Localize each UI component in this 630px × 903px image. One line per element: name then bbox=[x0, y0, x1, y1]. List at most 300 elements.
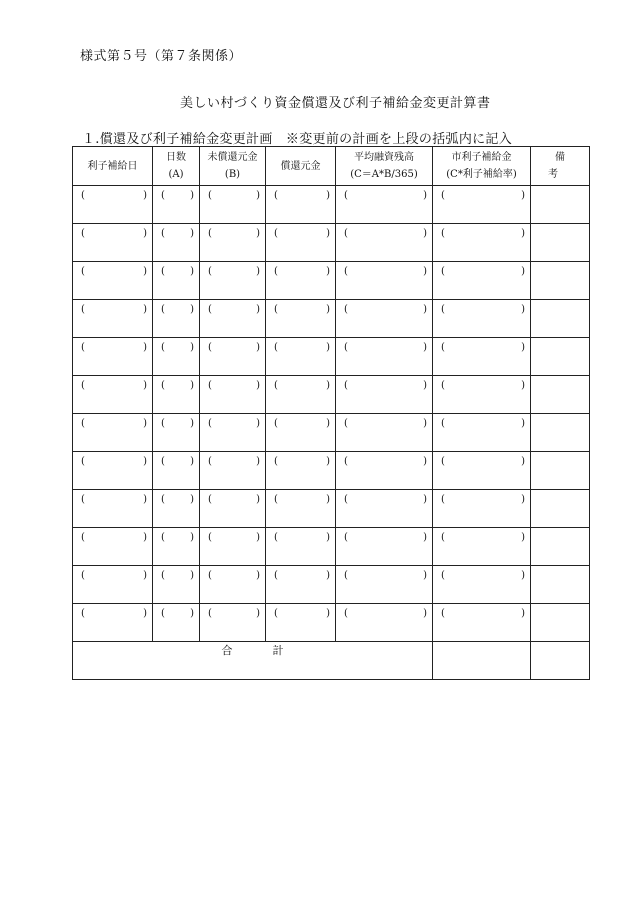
paren-open: ( bbox=[274, 532, 278, 543]
remarks-cell[interactable] bbox=[531, 452, 590, 490]
previous-value-parentheses bbox=[153, 604, 199, 620]
days-cell[interactable] bbox=[153, 262, 200, 300]
paren-open: ( bbox=[81, 228, 85, 239]
header-average-balance-sub: (C＝A*B/365) bbox=[350, 169, 418, 180]
repaid-principal-cell[interactable] bbox=[266, 300, 336, 338]
paren-open: ( bbox=[344, 228, 348, 239]
table-row bbox=[73, 262, 590, 300]
previous-value-parentheses bbox=[433, 300, 530, 316]
previous-value-parentheses bbox=[153, 452, 199, 468]
paren-close: ) bbox=[190, 418, 194, 429]
paren-open: ( bbox=[81, 266, 85, 277]
average-balance-cell[interactable] bbox=[336, 528, 433, 566]
city-subsidy-cell[interactable] bbox=[433, 604, 531, 642]
previous-value-parentheses bbox=[73, 490, 152, 506]
previous-value-parentheses bbox=[433, 452, 530, 468]
paren-open: ( bbox=[441, 190, 445, 201]
paren-open: ( bbox=[161, 190, 165, 201]
paren-open: ( bbox=[274, 228, 278, 239]
paren-close: ) bbox=[521, 266, 525, 277]
header-days bbox=[153, 147, 200, 186]
repaid-principal-cell[interactable] bbox=[266, 186, 336, 224]
paren-open: ( bbox=[208, 532, 212, 543]
paren-close: ) bbox=[256, 228, 260, 239]
interest-date-cell[interactable] bbox=[73, 490, 153, 528]
paren-close: ) bbox=[256, 494, 260, 505]
table-row bbox=[73, 224, 590, 262]
interest-date-cell[interactable] bbox=[73, 262, 153, 300]
previous-value-parentheses bbox=[336, 528, 432, 544]
previous-value-parentheses bbox=[200, 604, 265, 620]
previous-value-parentheses bbox=[200, 262, 265, 278]
days-cell[interactable] bbox=[153, 376, 200, 414]
unpaid-principal-cell[interactable] bbox=[200, 490, 266, 528]
header-repaid-label: 償還元金 bbox=[280, 160, 321, 172]
total-label-cell bbox=[73, 642, 433, 680]
paren-open: ( bbox=[344, 532, 348, 543]
previous-value-parentheses bbox=[266, 224, 335, 240]
previous-value-parentheses bbox=[266, 376, 335, 392]
paren-close: ) bbox=[326, 190, 330, 201]
paren-close: ) bbox=[326, 532, 330, 543]
paren-close: ) bbox=[143, 304, 147, 315]
previous-value-parentheses bbox=[200, 224, 265, 240]
table-row bbox=[73, 300, 590, 338]
previous-value-parentheses bbox=[336, 224, 432, 240]
remarks-cell[interactable] bbox=[531, 224, 590, 262]
repaid-principal-cell[interactable] bbox=[266, 338, 336, 376]
paren-close: ) bbox=[190, 190, 194, 201]
previous-value-parentheses bbox=[266, 452, 335, 468]
city-subsidy-cell[interactable] bbox=[433, 490, 531, 528]
days-cell[interactable] bbox=[153, 414, 200, 452]
days-cell[interactable] bbox=[153, 528, 200, 566]
paren-close: ) bbox=[521, 608, 525, 619]
interest-date-cell[interactable] bbox=[73, 528, 153, 566]
paren-close: ) bbox=[256, 570, 260, 581]
unpaid-principal-cell[interactable] bbox=[200, 300, 266, 338]
header-city-subsidy bbox=[433, 147, 531, 186]
paren-open: ( bbox=[441, 304, 445, 315]
paren-close: ) bbox=[423, 608, 427, 619]
paren-open: ( bbox=[81, 190, 85, 201]
total-label: 合計 bbox=[221, 644, 324, 657]
unpaid-principal-cell[interactable] bbox=[200, 528, 266, 566]
paren-open: ( bbox=[344, 608, 348, 619]
days-cell[interactable] bbox=[153, 186, 200, 224]
paren-close: ) bbox=[143, 228, 147, 239]
previous-value-parentheses bbox=[73, 452, 152, 468]
previous-value-parentheses bbox=[433, 338, 530, 354]
total-remarks-cell[interactable] bbox=[531, 642, 590, 680]
section-heading: １.償還及び利子補給金変更計画 ※変更前の計画を上段の括弧内に記入 bbox=[82, 132, 513, 147]
paren-close: ) bbox=[326, 304, 330, 315]
paren-close: ) bbox=[190, 570, 194, 581]
paren-close: ) bbox=[521, 570, 525, 581]
previous-value-parentheses bbox=[200, 186, 265, 202]
table-row bbox=[73, 604, 590, 642]
remarks-cell[interactable] bbox=[531, 528, 590, 566]
previous-value-parentheses bbox=[336, 414, 432, 430]
paren-close: ) bbox=[256, 532, 260, 543]
paren-open: ( bbox=[208, 570, 212, 581]
previous-value-parentheses bbox=[266, 300, 335, 316]
remarks-cell[interactable] bbox=[531, 604, 590, 642]
paren-open: ( bbox=[274, 418, 278, 429]
repaid-principal-cell[interactable] bbox=[266, 490, 336, 528]
previous-value-parentheses bbox=[73, 224, 152, 240]
paren-open: ( bbox=[81, 418, 85, 429]
repaid-principal-cell[interactable] bbox=[266, 376, 336, 414]
paren-close: ) bbox=[521, 228, 525, 239]
paren-close: ) bbox=[423, 532, 427, 543]
paren-close: ) bbox=[143, 456, 147, 467]
paren-open: ( bbox=[344, 304, 348, 315]
previous-value-parentheses bbox=[266, 262, 335, 278]
previous-value-parentheses bbox=[73, 262, 152, 278]
header-repaid-principal bbox=[266, 147, 336, 186]
repaid-principal-cell[interactable] bbox=[266, 528, 336, 566]
remarks-cell[interactable] bbox=[531, 490, 590, 528]
city-subsidy-cell[interactable] bbox=[433, 224, 531, 262]
paren-open: ( bbox=[344, 266, 348, 277]
paren-close: ) bbox=[326, 608, 330, 619]
paren-open: ( bbox=[344, 570, 348, 581]
paren-open: ( bbox=[81, 380, 85, 391]
unpaid-principal-cell[interactable] bbox=[200, 224, 266, 262]
remarks-cell[interactable] bbox=[531, 414, 590, 452]
repayment-plan-table bbox=[72, 146, 590, 680]
paren-close: ) bbox=[190, 380, 194, 391]
previous-value-parentheses bbox=[153, 186, 199, 202]
header-unpaid-label: 未償還元金 bbox=[207, 152, 258, 163]
paren-close: ) bbox=[190, 304, 194, 315]
average-balance-cell[interactable] bbox=[336, 566, 433, 604]
previous-value-parentheses bbox=[153, 262, 199, 278]
paren-close: ) bbox=[256, 418, 260, 429]
unpaid-principal-cell[interactable] bbox=[200, 452, 266, 490]
average-balance-cell[interactable] bbox=[336, 338, 433, 376]
paren-close: ) bbox=[256, 456, 260, 467]
repaid-principal-cell[interactable] bbox=[266, 224, 336, 262]
paren-open: ( bbox=[81, 608, 85, 619]
total-row bbox=[73, 642, 590, 680]
previous-value-parentheses bbox=[266, 338, 335, 354]
previous-value-parentheses bbox=[336, 604, 432, 620]
paren-close: ) bbox=[143, 342, 147, 353]
repaid-principal-cell[interactable] bbox=[266, 566, 336, 604]
remarks-cell[interactable] bbox=[531, 300, 590, 338]
city-subsidy-cell[interactable] bbox=[433, 376, 531, 414]
paren-open: ( bbox=[441, 418, 445, 429]
previous-value-parentheses bbox=[153, 490, 199, 506]
days-cell[interactable] bbox=[153, 490, 200, 528]
paren-close: ) bbox=[256, 342, 260, 353]
paren-open: ( bbox=[161, 380, 165, 391]
header-days-label: 日数 bbox=[166, 152, 186, 163]
paren-open: ( bbox=[81, 494, 85, 505]
previous-value-parentheses bbox=[153, 528, 199, 544]
previous-value-parentheses bbox=[433, 414, 530, 430]
previous-value-parentheses bbox=[153, 414, 199, 430]
interest-date-cell[interactable] bbox=[73, 338, 153, 376]
paren-open: ( bbox=[161, 456, 165, 467]
city-subsidy-cell[interactable] bbox=[433, 262, 531, 300]
previous-value-parentheses bbox=[200, 338, 265, 354]
previous-value-parentheses bbox=[200, 528, 265, 544]
paren-open: ( bbox=[161, 228, 165, 239]
paren-open: ( bbox=[161, 266, 165, 277]
interest-date-cell[interactable] bbox=[73, 566, 153, 604]
header-row bbox=[73, 147, 590, 186]
paren-close: ) bbox=[190, 266, 194, 277]
previous-value-parentheses bbox=[153, 338, 199, 354]
paren-close: ) bbox=[521, 342, 525, 353]
paren-open: ( bbox=[274, 304, 278, 315]
table-row bbox=[73, 452, 590, 490]
paren-close: ) bbox=[256, 608, 260, 619]
paren-close: ) bbox=[423, 190, 427, 201]
paren-open: ( bbox=[208, 456, 212, 467]
paren-close: ) bbox=[256, 380, 260, 391]
repaid-principal-cell[interactable] bbox=[266, 452, 336, 490]
city-subsidy-cell[interactable] bbox=[433, 414, 531, 452]
paren-close: ) bbox=[256, 266, 260, 277]
paren-close: ) bbox=[143, 190, 147, 201]
header-unpaid-sub: (B) bbox=[224, 169, 241, 180]
paren-close: ) bbox=[256, 190, 260, 201]
previous-value-parentheses bbox=[266, 528, 335, 544]
unpaid-principal-cell[interactable] bbox=[200, 566, 266, 604]
paren-open: ( bbox=[208, 190, 212, 201]
paren-close: ) bbox=[326, 266, 330, 277]
paren-close: ) bbox=[423, 266, 427, 277]
average-balance-cell[interactable] bbox=[336, 300, 433, 338]
paren-open: ( bbox=[208, 418, 212, 429]
header-average-balance-label: 平均融資残高 bbox=[354, 152, 414, 163]
remarks-cell[interactable] bbox=[531, 186, 590, 224]
table-row bbox=[73, 414, 590, 452]
paren-open: ( bbox=[441, 380, 445, 391]
paren-close: ) bbox=[521, 456, 525, 467]
interest-date-cell[interactable] bbox=[73, 186, 153, 224]
city-subsidy-cell[interactable] bbox=[433, 452, 531, 490]
repaid-principal-cell[interactable] bbox=[266, 604, 336, 642]
previous-value-parentheses bbox=[433, 186, 530, 202]
paren-close: ) bbox=[190, 342, 194, 353]
paren-open: ( bbox=[81, 304, 85, 315]
remarks-cell[interactable] bbox=[531, 376, 590, 414]
table-row bbox=[73, 186, 590, 224]
paren-close: ) bbox=[190, 532, 194, 543]
paren-open: ( bbox=[161, 342, 165, 353]
unpaid-principal-cell[interactable] bbox=[200, 262, 266, 300]
paren-close: ) bbox=[521, 304, 525, 315]
interest-date-cell[interactable] bbox=[73, 604, 153, 642]
previous-value-parentheses bbox=[433, 224, 530, 240]
table-row bbox=[73, 490, 590, 528]
document-title: 美しい村づくり資金償還及び利子補給金変更計算書 bbox=[180, 96, 491, 111]
city-subsidy-cell[interactable] bbox=[433, 300, 531, 338]
paren-close: ) bbox=[423, 380, 427, 391]
paren-close: ) bbox=[256, 304, 260, 315]
average-balance-cell[interactable] bbox=[336, 186, 433, 224]
paren-close: ) bbox=[423, 228, 427, 239]
paren-close: ) bbox=[190, 608, 194, 619]
paren-open: ( bbox=[161, 532, 165, 543]
previous-value-parentheses bbox=[200, 300, 265, 316]
paren-open: ( bbox=[161, 304, 165, 315]
days-cell[interactable] bbox=[153, 452, 200, 490]
city-subsidy-cell[interactable] bbox=[433, 566, 531, 604]
interest-date-cell[interactable] bbox=[73, 452, 153, 490]
paren-open: ( bbox=[441, 608, 445, 619]
paren-close: ) bbox=[143, 380, 147, 391]
paren-open: ( bbox=[161, 608, 165, 619]
previous-value-parentheses bbox=[73, 604, 152, 620]
city-subsidy-cell[interactable] bbox=[433, 338, 531, 376]
interest-date-cell[interactable] bbox=[73, 414, 153, 452]
previous-value-parentheses bbox=[73, 376, 152, 392]
header-interest-date-label: 利子補給日 bbox=[87, 160, 138, 172]
paren-close: ) bbox=[423, 304, 427, 315]
average-balance-cell[interactable] bbox=[336, 414, 433, 452]
average-balance-cell[interactable] bbox=[336, 376, 433, 414]
paren-open: ( bbox=[274, 570, 278, 581]
unpaid-principal-cell[interactable] bbox=[200, 414, 266, 452]
header-city-subsidy-sub: (C*利子補給率) bbox=[446, 169, 517, 180]
paren-close: ) bbox=[521, 532, 525, 543]
paren-close: ) bbox=[521, 494, 525, 505]
previous-value-parentheses bbox=[433, 528, 530, 544]
previous-value-parentheses bbox=[336, 452, 432, 468]
previous-value-parentheses bbox=[73, 528, 152, 544]
total-city-subsidy-cell[interactable] bbox=[433, 642, 531, 680]
unpaid-principal-cell[interactable] bbox=[200, 186, 266, 224]
paren-close: ) bbox=[423, 418, 427, 429]
header-days-sub: (A) bbox=[168, 169, 184, 180]
paren-close: ) bbox=[143, 608, 147, 619]
days-cell[interactable] bbox=[153, 224, 200, 262]
paren-open: ( bbox=[274, 266, 278, 277]
paren-open: ( bbox=[441, 532, 445, 543]
header-remarks bbox=[531, 147, 590, 186]
paren-close: ) bbox=[326, 342, 330, 353]
paren-close: ) bbox=[521, 380, 525, 391]
paren-open: ( bbox=[161, 418, 165, 429]
previous-value-parentheses bbox=[336, 338, 432, 354]
paren-open: ( bbox=[208, 228, 212, 239]
previous-value-parentheses bbox=[336, 186, 432, 202]
days-cell[interactable] bbox=[153, 566, 200, 604]
days-cell[interactable] bbox=[153, 300, 200, 338]
paren-close: ) bbox=[143, 532, 147, 543]
interest-date-cell[interactable] bbox=[73, 376, 153, 414]
paren-open: ( bbox=[81, 456, 85, 467]
paren-open: ( bbox=[344, 342, 348, 353]
previous-value-parentheses bbox=[266, 186, 335, 202]
paren-open: ( bbox=[274, 380, 278, 391]
paren-close: ) bbox=[326, 418, 330, 429]
previous-value-parentheses bbox=[336, 376, 432, 392]
repaid-principal-cell[interactable] bbox=[266, 262, 336, 300]
average-balance-cell[interactable] bbox=[336, 224, 433, 262]
header-interest-date bbox=[73, 147, 153, 186]
unpaid-principal-cell[interactable] bbox=[200, 604, 266, 642]
unpaid-principal-cell[interactable] bbox=[200, 338, 266, 376]
previous-value-parentheses bbox=[336, 300, 432, 316]
paren-close: ) bbox=[423, 570, 427, 581]
header-unpaid-principal bbox=[200, 147, 266, 186]
paren-close: ) bbox=[143, 266, 147, 277]
previous-value-parentheses bbox=[266, 414, 335, 430]
previous-value-parentheses bbox=[336, 566, 432, 582]
average-balance-cell[interactable] bbox=[336, 452, 433, 490]
paren-open: ( bbox=[274, 456, 278, 467]
paren-open: ( bbox=[81, 570, 85, 581]
paren-open: ( bbox=[81, 342, 85, 353]
paren-close: ) bbox=[423, 494, 427, 505]
paren-close: ) bbox=[521, 418, 525, 429]
paren-open: ( bbox=[161, 494, 165, 505]
table-body bbox=[73, 186, 590, 642]
days-cell[interactable] bbox=[153, 604, 200, 642]
paren-close: ) bbox=[190, 228, 194, 239]
previous-value-parentheses bbox=[73, 566, 152, 582]
previous-value-parentheses bbox=[153, 376, 199, 392]
days-cell[interactable] bbox=[153, 338, 200, 376]
previous-value-parentheses bbox=[153, 224, 199, 240]
interest-date-cell[interactable] bbox=[73, 300, 153, 338]
previous-value-parentheses bbox=[200, 452, 265, 468]
unpaid-principal-cell[interactable] bbox=[200, 376, 266, 414]
previous-value-parentheses bbox=[433, 376, 530, 392]
previous-value-parentheses bbox=[73, 300, 152, 316]
paren-open: ( bbox=[208, 342, 212, 353]
remarks-cell[interactable] bbox=[531, 262, 590, 300]
repaid-principal-cell[interactable] bbox=[266, 414, 336, 452]
average-balance-cell[interactable] bbox=[336, 604, 433, 642]
previous-value-parentheses bbox=[266, 490, 335, 506]
city-subsidy-cell[interactable] bbox=[433, 186, 531, 224]
paren-close: ) bbox=[143, 418, 147, 429]
header-remarks-label: 備考 bbox=[548, 152, 579, 180]
previous-value-parentheses bbox=[336, 490, 432, 506]
previous-value-parentheses bbox=[200, 490, 265, 506]
average-balance-cell[interactable] bbox=[336, 262, 433, 300]
table-row bbox=[73, 338, 590, 376]
paren-close: ) bbox=[326, 494, 330, 505]
paren-close: ) bbox=[521, 190, 525, 201]
paren-open: ( bbox=[441, 456, 445, 467]
paren-open: ( bbox=[441, 570, 445, 581]
table-row bbox=[73, 376, 590, 414]
city-subsidy-cell[interactable] bbox=[433, 528, 531, 566]
paren-open: ( bbox=[441, 228, 445, 239]
remarks-cell[interactable] bbox=[531, 338, 590, 376]
remarks-cell[interactable] bbox=[531, 566, 590, 604]
previous-value-parentheses bbox=[200, 414, 265, 430]
average-balance-cell[interactable] bbox=[336, 490, 433, 528]
paren-open: ( bbox=[208, 494, 212, 505]
previous-value-parentheses bbox=[73, 414, 152, 430]
paren-open: ( bbox=[274, 190, 278, 201]
paren-open: ( bbox=[441, 342, 445, 353]
previous-value-parentheses bbox=[73, 338, 152, 354]
paren-open: ( bbox=[344, 494, 348, 505]
paren-open: ( bbox=[441, 494, 445, 505]
interest-date-cell[interactable] bbox=[73, 224, 153, 262]
